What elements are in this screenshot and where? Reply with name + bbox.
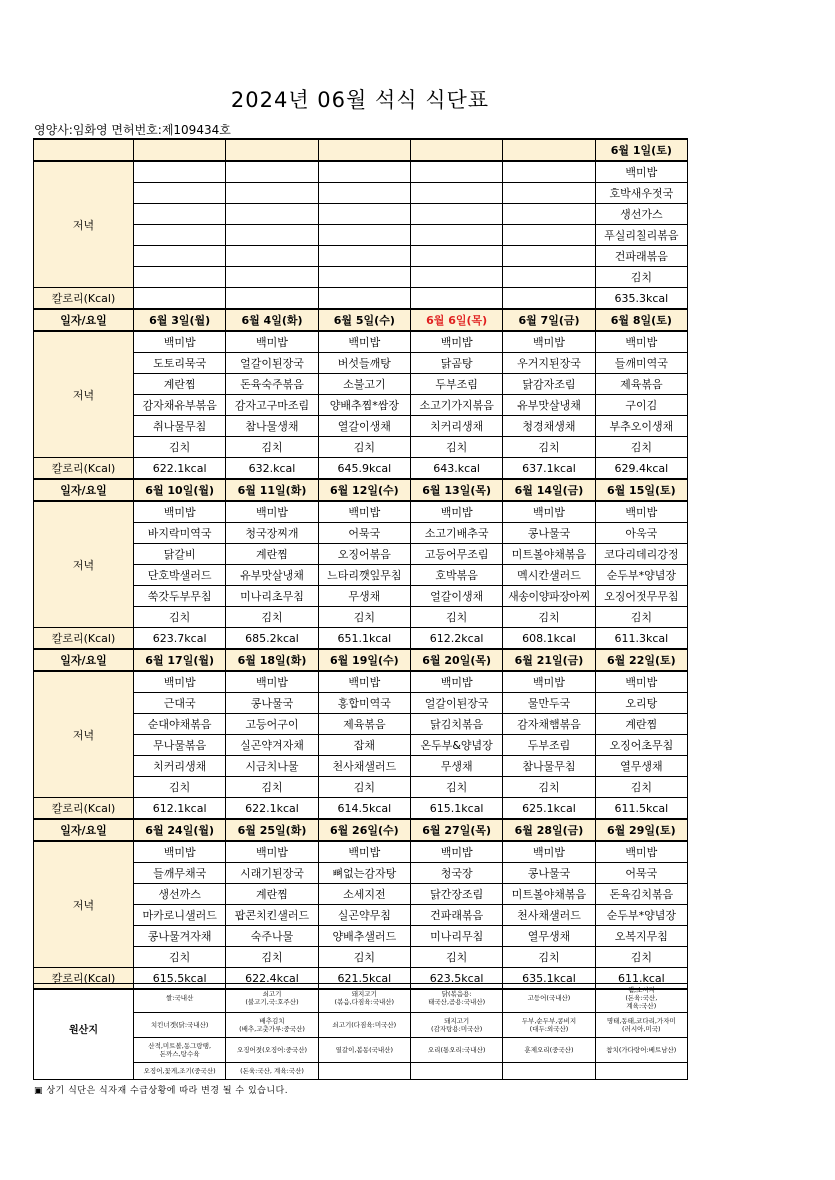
date-header: 6월 27일(목)	[410, 819, 502, 841]
menu-item: 제육볶음	[318, 714, 410, 735]
menu-item: 백미밥	[134, 671, 226, 693]
calorie-value: 608.1kcal	[503, 628, 595, 650]
calorie-value: 651.1kcal	[318, 628, 410, 650]
menu-item: 부추오이생채	[595, 416, 687, 437]
menu-item: 고등어구이	[226, 714, 318, 735]
menu-item: 감자채유부볶음	[134, 395, 226, 416]
menu-item	[410, 183, 502, 204]
menu-item: 두부조림	[410, 374, 502, 395]
date-header: 6월 4일(화)	[226, 309, 318, 331]
date-header: 6월 21일(금)	[503, 649, 595, 671]
menu-item: 김치	[503, 607, 595, 628]
header-blank	[34, 139, 134, 161]
menu-item: 양배추찜*쌈장	[318, 395, 410, 416]
date-header: 6월 17일(월)	[134, 649, 226, 671]
date-header	[134, 139, 226, 161]
menu-item: 미트볼야채볶음	[503, 884, 595, 905]
calorie-value	[226, 288, 318, 310]
menu-item: 소불고기	[318, 374, 410, 395]
origin-cell	[503, 1063, 595, 1080]
origin-cell: 명태,동태,코다리,가자미 (러시아,미국)	[595, 1013, 687, 1038]
date-header: 6월 18일(화)	[226, 649, 318, 671]
date-header: 6월 7일(금)	[503, 309, 595, 331]
menu-item: 오징어초무침	[595, 735, 687, 756]
menu-item: 유부맛살냉채	[503, 395, 595, 416]
menu-item: 두부조림	[503, 735, 595, 756]
date-header: 6월 3일(월)	[134, 309, 226, 331]
menu-item: 순대야채볶음	[134, 714, 226, 735]
menu-item	[226, 225, 318, 246]
menu-item: 김치	[410, 777, 502, 798]
menu-item: 우거지된장국	[503, 353, 595, 374]
menu-item: 김치	[134, 607, 226, 628]
menu-item	[226, 267, 318, 288]
date-day-label: 일자/요일	[34, 649, 134, 671]
menu-item	[318, 183, 410, 204]
menu-item	[503, 246, 595, 267]
menu-item: 물만두국	[503, 693, 595, 714]
origin-cell: 배추김치 (배추,고춧가루:중국산)	[226, 1013, 318, 1038]
dinner-label: 저녁	[34, 841, 134, 968]
origin-cell	[595, 1063, 687, 1080]
menu-item: 근대국	[134, 693, 226, 714]
calorie-value: 612.2kcal	[410, 628, 502, 650]
calorie-value: 625.1kcal	[503, 798, 595, 820]
menu-item: 백미밥	[226, 671, 318, 693]
menu-item: 소세지전	[318, 884, 410, 905]
menu-item: 청경채생채	[503, 416, 595, 437]
menu-item: 어묵국	[318, 523, 410, 544]
menu-item: 백미밥	[410, 841, 502, 863]
origin-cell: 산적,미트볼,동그랑땡, 돈까스,탕수육	[134, 1038, 226, 1063]
menu-item: 시래기된장국	[226, 863, 318, 884]
menu-item: 오복지무침	[595, 926, 687, 947]
calorie-value: 622.1kcal	[134, 458, 226, 480]
date-header: 6월 12일(수)	[318, 479, 410, 501]
calorie-value: 611.3kcal	[595, 628, 687, 650]
calorie-value: 611.5kcal	[595, 798, 687, 820]
menu-item	[318, 267, 410, 288]
menu-item: 청국장찌개	[226, 523, 318, 544]
menu-item	[134, 183, 226, 204]
menu-item: 감자채햄볶음	[503, 714, 595, 735]
calorie-label: 칼로리(Kcal)	[34, 798, 134, 820]
menu-item: 닭곰탕	[410, 353, 502, 374]
footnote: ▣ 상기 식단은 식자재 수급상황에 따라 변경 될 수 있습니다.	[34, 1086, 289, 1096]
dinner-label: 저녁	[34, 671, 134, 798]
menu-item: 온두부&양념장	[410, 735, 502, 756]
menu-item: 순두부*양념장	[595, 905, 687, 926]
menu-item	[318, 204, 410, 225]
date-header: 6월 29일(토)	[595, 819, 687, 841]
menu-item: 참나물생채	[226, 416, 318, 437]
dinner-label: 저녁	[34, 501, 134, 628]
menu-item: 천사채샐러드	[503, 905, 595, 926]
menu-item: 느타리깻잎무침	[318, 565, 410, 586]
origin-label: 원산지	[34, 984, 134, 1080]
menu-item: 백미밥	[318, 841, 410, 863]
menu-item: 청국장	[410, 863, 502, 884]
menu-item: 김치	[318, 777, 410, 798]
origin-cell: 오리(통오리:국내산)	[410, 1038, 502, 1063]
menu-item: 버섯들깨탕	[318, 353, 410, 374]
calorie-value: 635.1kcal	[503, 968, 595, 990]
menu-item: 백미밥	[134, 331, 226, 353]
menu-item: 쑥갓두부무침	[134, 586, 226, 607]
date-header: 6월 15일(토)	[595, 479, 687, 501]
menu-item: 무나물볶음	[134, 735, 226, 756]
calorie-value: 615.1kcal	[410, 798, 502, 820]
menu-item: 양배추샐러드	[318, 926, 410, 947]
menu-item: 백미밥	[503, 841, 595, 863]
menu-item	[503, 225, 595, 246]
date-header: 6월 5일(수)	[318, 309, 410, 331]
menu-item: 백미밥	[503, 501, 595, 523]
menu-item: 김치	[226, 947, 318, 968]
menu-item: 김치	[134, 777, 226, 798]
menu-item: 건파래볶음	[595, 246, 687, 267]
menu-item: 고등어무조림	[410, 544, 502, 565]
calorie-value	[410, 288, 502, 310]
menu-item: 백미밥	[410, 501, 502, 523]
calorie-label: 칼로리(Kcal)	[34, 288, 134, 310]
calorie-value: 612.1kcal	[134, 798, 226, 820]
date-header: 6월 6일(목)	[410, 309, 502, 331]
menu-item: 미나리초무침	[226, 586, 318, 607]
menu-item: 시금치나물	[226, 756, 318, 777]
menu-item: 김치	[595, 437, 687, 458]
date-day-label: 일자/요일	[34, 309, 134, 331]
menu-item: 제육볶음	[595, 374, 687, 395]
menu-item	[410, 225, 502, 246]
menu-item: 백미밥	[410, 331, 502, 353]
menu-item: 백미밥	[595, 161, 687, 183]
menu-item: 참나물무침	[503, 756, 595, 777]
menu-item	[318, 225, 410, 246]
menu-item: 닭갈비	[134, 544, 226, 565]
date-header: 6월 13일(목)	[410, 479, 502, 501]
origin-cell: 치킨너겟(닭:국내산)	[134, 1013, 226, 1038]
date-header: 6월 20일(목)	[410, 649, 502, 671]
menu-item	[226, 183, 318, 204]
menu-item: 계란찜	[226, 544, 318, 565]
origin-cell: 닭(볶음용: 태국산,곰용:국내산)	[410, 984, 502, 1013]
date-day-label: 일자/요일	[34, 479, 134, 501]
calorie-value: 629.4kcal	[595, 458, 687, 480]
menu-item: 콩나물겨자채	[134, 926, 226, 947]
menu-item: 건파래볶음	[410, 905, 502, 926]
menu-item: 김치	[226, 607, 318, 628]
calorie-value: 623.7kcal	[134, 628, 226, 650]
menu-item: 콩나물국	[503, 523, 595, 544]
date-header: 6월 25일(화)	[226, 819, 318, 841]
dinner-label: 저녁	[34, 161, 134, 288]
menu-item: 들깨무채국	[134, 863, 226, 884]
menu-item: 김치	[503, 437, 595, 458]
menu-item: 김치	[595, 777, 687, 798]
menu-item: 호박새우젓국	[595, 183, 687, 204]
menu-item: 어묵국	[595, 863, 687, 884]
calorie-value	[134, 288, 226, 310]
menu-item: 김치	[503, 947, 595, 968]
date-header: 6월 22일(토)	[595, 649, 687, 671]
origin-cell: 햄,소시지 (돈육:국산, 계육:국산)	[595, 984, 687, 1013]
menu-item: 뼈없는감자탕	[318, 863, 410, 884]
menu-item: 소고기가지볶음	[410, 395, 502, 416]
menu-item: 오징어볶음	[318, 544, 410, 565]
dinner-label: 저녁	[34, 331, 134, 458]
menu-item: 오리탕	[595, 693, 687, 714]
calorie-value	[318, 288, 410, 310]
menu-item: 취나물무침	[134, 416, 226, 437]
menu-item: 생선까스	[134, 884, 226, 905]
menu-item: 실곤약무침	[318, 905, 410, 926]
menu-item: 백미밥	[503, 331, 595, 353]
menu-item: 김치	[226, 777, 318, 798]
menu-item	[226, 204, 318, 225]
menu-item: 돈육숙주볶음	[226, 374, 318, 395]
calorie-value: 645.9kcal	[318, 458, 410, 480]
menu-item: 코다리데리강정	[595, 544, 687, 565]
origin-cell: 고등어(국내산)	[503, 984, 595, 1013]
origin-cell: 돼지고기 (볶음,다짐육:국내산)	[318, 984, 410, 1013]
calorie-value: 635.3kcal	[595, 288, 687, 310]
date-header: 6월 1일(토)	[595, 139, 687, 161]
origin-cell: 쇠고기 (불고기,국:호주산)	[226, 984, 318, 1013]
menu-item	[410, 246, 502, 267]
calorie-value: 643.kcal	[410, 458, 502, 480]
menu-item: 김치	[318, 607, 410, 628]
origin-cell	[318, 1063, 410, 1080]
menu-item: 무생채	[410, 756, 502, 777]
menu-item: 얼갈이된장국	[226, 353, 318, 374]
date-header: 6월 24일(월)	[134, 819, 226, 841]
menu-item: 오징어젓무무침	[595, 586, 687, 607]
menu-item: 바지락미역국	[134, 523, 226, 544]
origin-cell: 열갈이,봄동(국내산)	[318, 1038, 410, 1063]
menu-item: 김치	[226, 437, 318, 458]
date-header	[503, 139, 595, 161]
menu-item: 도토리묵국	[134, 353, 226, 374]
menu-item: 새송이양파장아찌	[503, 586, 595, 607]
calorie-label: 칼로리(Kcal)	[34, 458, 134, 480]
menu-item: 백미밥	[410, 671, 502, 693]
menu-item: 열무생채	[595, 756, 687, 777]
origin-cell: 오징어,꽃게,조기(중국산)	[134, 1063, 226, 1080]
origin-cell: 오징어젓(오징어:중국산)	[226, 1038, 318, 1063]
menu-item	[503, 267, 595, 288]
menu-item: 김치	[503, 777, 595, 798]
menu-item: 구이김	[595, 395, 687, 416]
origin-cell	[410, 1063, 502, 1080]
menu-item: 김치	[410, 607, 502, 628]
calorie-value: 623.5kcal	[410, 968, 502, 990]
date-header: 6월 14일(금)	[503, 479, 595, 501]
date-day-label: 일자/요일	[34, 819, 134, 841]
dietitian-info: 영양사:임화영 면허번호:제109434호	[34, 123, 231, 137]
origin-cell: 참치(가다랑어:베트남산)	[595, 1038, 687, 1063]
menu-item: 닭김치볶음	[410, 714, 502, 735]
menu-item: 잡채	[318, 735, 410, 756]
calorie-value: 685.2kcal	[226, 628, 318, 650]
menu-item: 백미밥	[595, 841, 687, 863]
menu-item: 팝콘치킨샐러드	[226, 905, 318, 926]
page-title: 2024년 06월 석식 식단표	[230, 88, 490, 112]
menu-item: 열갈이생채	[318, 416, 410, 437]
menu-item: 푸실리칠리볶음	[595, 225, 687, 246]
menu-item: 미트볼야채볶음	[503, 544, 595, 565]
menu-item: 백미밥	[134, 501, 226, 523]
menu-item: 치커리생채	[410, 416, 502, 437]
menu-item: 김치	[410, 437, 502, 458]
menu-item: 실곤약겨자채	[226, 735, 318, 756]
menu-item: 김치	[595, 947, 687, 968]
date-header: 6월 26일(수)	[318, 819, 410, 841]
menu-item: 열무생채	[503, 926, 595, 947]
menu-item: 미나리무침	[410, 926, 502, 947]
menu-item: 닭감자조림	[503, 374, 595, 395]
date-header: 6월 28일(금)	[503, 819, 595, 841]
menu-item: 백미밥	[226, 331, 318, 353]
calorie-label: 칼로리(Kcal)	[34, 628, 134, 650]
menu-item: 백미밥	[226, 841, 318, 863]
menu-item	[134, 204, 226, 225]
menu-item	[410, 161, 502, 183]
menu-item	[226, 246, 318, 267]
menu-item: 백미밥	[595, 671, 687, 693]
menu-item: 홍합미역국	[318, 693, 410, 714]
menu-item: 콩나물국	[226, 693, 318, 714]
menu-item	[134, 246, 226, 267]
menu-item: 치커리생채	[134, 756, 226, 777]
date-header: 6월 10일(월)	[134, 479, 226, 501]
menu-item: 계란찜	[226, 884, 318, 905]
menu-item: 돈육김치볶음	[595, 884, 687, 905]
date-header: 6월 8일(토)	[595, 309, 687, 331]
menu-item: 마카로니샐러드	[134, 905, 226, 926]
menu-item: 백미밥	[318, 501, 410, 523]
menu-item	[503, 183, 595, 204]
date-header: 6월 11일(화)	[226, 479, 318, 501]
menu-item: 백미밥	[226, 501, 318, 523]
calorie-value: 615.5kcal	[134, 968, 226, 990]
date-header: 6월 19일(수)	[318, 649, 410, 671]
menu-item: 김치	[318, 437, 410, 458]
menu-item: 생선가스	[595, 204, 687, 225]
menu-item	[503, 204, 595, 225]
menu-item: 천사채샐러드	[318, 756, 410, 777]
menu-item	[318, 246, 410, 267]
origin-cell: 쇠고기(다짐육:미국산)	[318, 1013, 410, 1038]
menu-item	[134, 267, 226, 288]
menu-item: 김치	[134, 437, 226, 458]
menu-item: 계란찜	[595, 714, 687, 735]
date-header	[410, 139, 502, 161]
menu-item: 닭간장조림	[410, 884, 502, 905]
origin-cell: 돼지고기 (감자탕용:미국산)	[410, 1013, 502, 1038]
menu-item: 백미밥	[595, 501, 687, 523]
menu-item: 아욱국	[595, 523, 687, 544]
calorie-label: 칼로리(Kcal)	[34, 968, 134, 990]
menu-item: 들깨미역국	[595, 353, 687, 374]
origin-cell: 훈제오리(중국산)	[503, 1038, 595, 1063]
menu-item	[226, 161, 318, 183]
menu-item: 김치	[410, 947, 502, 968]
menu-item: 백미밥	[318, 671, 410, 693]
menu-item: 백미밥	[318, 331, 410, 353]
menu-item: 김치	[595, 607, 687, 628]
calorie-value: 614.5kcal	[318, 798, 410, 820]
menu-item: 김치	[595, 267, 687, 288]
calorie-value: 632.kcal	[226, 458, 318, 480]
menu-item	[410, 267, 502, 288]
menu-item: 백미밥	[595, 331, 687, 353]
menu-item: 순두부*양념장	[595, 565, 687, 586]
menu-item: 호박볶음	[410, 565, 502, 586]
menu-item	[134, 161, 226, 183]
menu-item: 유부맛살냉채	[226, 565, 318, 586]
menu-item	[410, 204, 502, 225]
menu-item: 얼갈이생채	[410, 586, 502, 607]
menu-item: 숙주나물	[226, 926, 318, 947]
calorie-value: 622.4kcal	[226, 968, 318, 990]
date-header	[318, 139, 410, 161]
menu-item: 얼갈이된장국	[410, 693, 502, 714]
menu-item: 백미밥	[503, 671, 595, 693]
origin-table	[33, 983, 688, 1080]
calorie-value	[503, 288, 595, 310]
calorie-value: 611.kcal	[595, 968, 687, 990]
menu-item: 감자고구마조림	[226, 395, 318, 416]
origin-cell: 두부,순두부,콩비지 (대두:외국산)	[503, 1013, 595, 1038]
menu-table	[33, 138, 688, 990]
menu-item: 콩나물국	[503, 863, 595, 884]
origin-cell: 쌀:국내산	[134, 984, 226, 1013]
menu-item: 백미밥	[134, 841, 226, 863]
menu-item: 무생채	[318, 586, 410, 607]
menu-item: 멕시칸샐러드	[503, 565, 595, 586]
calorie-value: 621.5kcal	[318, 968, 410, 990]
menu-item	[134, 225, 226, 246]
menu-item: 계란찜	[134, 374, 226, 395]
menu-item	[318, 161, 410, 183]
menu-item	[503, 161, 595, 183]
menu-item: 김치	[134, 947, 226, 968]
calorie-value: 637.1kcal	[503, 458, 595, 480]
calorie-value: 622.1kcal	[226, 798, 318, 820]
menu-item: 김치	[318, 947, 410, 968]
menu-item: 단호박샐러드	[134, 565, 226, 586]
origin-cell: (돈육:국산, 계육:국산)	[226, 1063, 318, 1080]
date-header	[226, 139, 318, 161]
menu-item: 소고기배추국	[410, 523, 502, 544]
